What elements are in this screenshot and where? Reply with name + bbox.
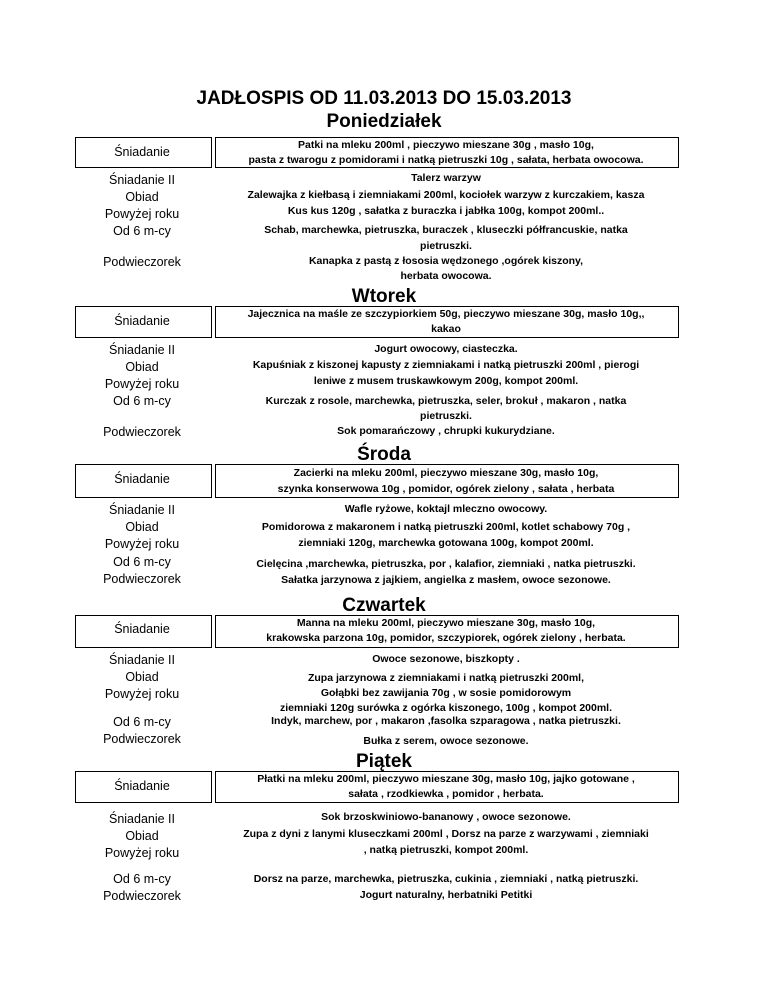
menu-line: Jajecznica na maśle ze szczypiorkiem 50g, pieczywo mieszane 30g, masło 10g,,: [247, 308, 645, 320]
menu-line: Zacierki na mleku 200ml, pieczywo mieszane 30g, masło 10g,: [293, 467, 599, 479]
meal-label: Śniadanie II: [108, 653, 176, 667]
menu-line: herbata owocowa.: [400, 270, 492, 282]
menu-line: Kapuśniak z kiszonej kapusty z ziemniakami i natką pietruszki 200ml , pierogi: [252, 359, 640, 371]
menu-line: , natką pietruszki, kompot 200ml.: [363, 844, 529, 856]
menu-line: Indyk, marchew, por , makaron ,fasolka szparagowa , natka pietruszki.: [271, 715, 621, 727]
menu-line: Pomidorowa z makaronem i natką pietruszki 200ml, kotlet schabowy 70g ,: [261, 521, 631, 533]
meal-label: Podwieczorek: [103, 889, 181, 903]
day-heading: Piątek: [356, 751, 412, 772]
meal-label: Obiad: [125, 190, 159, 204]
meal-label: Powyżej roku: [104, 377, 180, 391]
meal-label: Obiad: [125, 360, 159, 374]
menu-title: JADŁOSPIS OD 11.03.2013 DO 15.03.2013: [196, 88, 572, 109]
meal-label: Śniadanie: [114, 472, 170, 486]
menu-line: szynka konserwowa 10g , pomidor, ogórek zielony , sałata , herbata: [277, 483, 615, 495]
menu-line: Kanapka z pastą z łososia wędzonego ,ogórek kiszony,: [308, 255, 584, 267]
menu-line: Kurczak z rosole, marchewka, pietruszka, seler, brokuł , makaron , natka: [265, 395, 627, 407]
meal-label: Śniadanie: [114, 314, 170, 328]
menu-line: Sok brzoskwiniowo-bananowy , owoce sezonowe.: [321, 811, 571, 823]
meal-label: Śniadanie II: [108, 173, 176, 187]
menu-line: Bułka z serem, owoce sezonowe.: [363, 735, 529, 747]
menu-line: Talerz warzyw: [411, 172, 481, 184]
menu-line: leniwe z musem truskawkowym 200g, kompot 200ml.: [313, 375, 579, 387]
menu-line: Owoce sezonowe, biszkopty .: [372, 653, 520, 665]
meal-label: Śniadanie II: [108, 343, 176, 357]
menu-line: Jogurt owocowy, ciasteczka.: [374, 343, 518, 355]
menu-line: Sok pomarańczowy , chrupki kukurydziane.: [337, 425, 555, 437]
meal-label: Podwieczorek: [103, 572, 181, 586]
meal-label: Podwieczorek: [103, 425, 181, 439]
menu-line: Cielęcina ,marchewka, pietruszka, por , kalafior, ziemniaki , natka pietruszki.: [256, 558, 636, 570]
menu-line: pietruszki.: [420, 240, 472, 252]
meal-label: Powyżej roku: [104, 537, 180, 551]
menu-line: Patki na mleku 200ml , pieczywo mieszane 30g , masło 10g,: [298, 139, 594, 151]
meal-label: Obiad: [125, 520, 159, 534]
menu-line: Zalewajka z kiełbasą i ziemniakami 200ml, kociołek warzyw z kurczakiem, kasza: [247, 189, 645, 201]
meal-label: Powyżej roku: [104, 687, 180, 701]
menu-line: Manna na mleku 200ml, pieczywo mieszane 30g, masło 10g,: [296, 617, 596, 629]
menu-line: Wafle ryżowe, koktajl mleczno owocowy.: [344, 503, 548, 515]
day-heading: Czwartek: [342, 595, 426, 616]
menu-line: Zupa z dyni z lanymi kluseczkami 200ml , Dorsz na parze z warzywami , ziemniaki: [243, 828, 649, 840]
meal-label: Powyżej roku: [104, 207, 180, 221]
meal-label: Śniadanie: [114, 622, 170, 636]
day-heading: Poniedziałek: [326, 111, 442, 132]
menu-line: pasta z twarogu z pomidorami i natką pietruszki 10g , sałata, herbata owocowa.: [248, 154, 644, 166]
meal-label: Od 6 m-cy: [113, 715, 171, 729]
menu-line: Zupa jarzynowa z ziemniakami i natką pietruszki 200ml,: [307, 672, 584, 684]
meal-label: Śniadanie II: [108, 503, 176, 517]
menu-line: Sałatka jarzynowa z jajkiem, angielka z masłem, owoce sezonowe.: [281, 574, 611, 586]
menu-line: Jogurt naturalny, herbatniki Petitki: [359, 889, 533, 901]
menu-line: Schab, marchewka, pietruszka, buraczek , kluseczki półfrancuskie, natka: [264, 224, 628, 236]
meal-label: Powyżej roku: [104, 846, 180, 860]
meal-label: Śniadanie: [114, 779, 170, 793]
meal-label: Śniadanie: [114, 145, 170, 159]
meal-label: Od 6 m-cy: [113, 555, 171, 569]
menu-line: pietruszki.: [420, 410, 472, 422]
meal-label: Śniadanie II: [108, 812, 176, 826]
meal-label: Obiad: [125, 829, 159, 843]
menu-line: sałata , rzodkiewka , pomidor , herbata.: [348, 788, 544, 800]
meal-label: Od 6 m-cy: [113, 394, 171, 408]
meal-label: Podwieczorek: [103, 732, 181, 746]
day-heading: Środa: [357, 444, 411, 465]
menu-line: Gołąbki bez zawijania 70g , w sosie pomidorowym: [320, 687, 572, 699]
meal-label: Od 6 m-cy: [113, 224, 171, 238]
menu-line: Dorsz na parze, marchewka, pietruszka, cukinia , ziemniaki , natką pietruszki.: [253, 873, 639, 885]
meal-label: Obiad: [125, 670, 159, 684]
menu-line: ziemniaki 120g surówka z ogórka kiszonego, 100g , kompot 200ml.: [279, 702, 613, 714]
menu-line: krakowska parzona 10g, pomidor, szczypiorek, ogórek zielony , herbata.: [266, 632, 626, 644]
meal-label: Od 6 m-cy: [113, 872, 171, 886]
menu-line: kakao: [431, 323, 461, 335]
day-heading: Wtorek: [351, 286, 417, 307]
meal-label: Podwieczorek: [103, 255, 181, 269]
menu-line: ziemniaki 120g, marchewka gotowana 100g, kompot 200ml.: [298, 537, 594, 549]
menu-line: Płatki na mleku 200ml, pieczywo mieszane 30g, masło 10g, jajko gotowane ,: [257, 773, 635, 785]
menu-line: Kus kus 120g , sałatka z buraczka i jabłka 100g, kompot 200ml..: [287, 205, 605, 217]
